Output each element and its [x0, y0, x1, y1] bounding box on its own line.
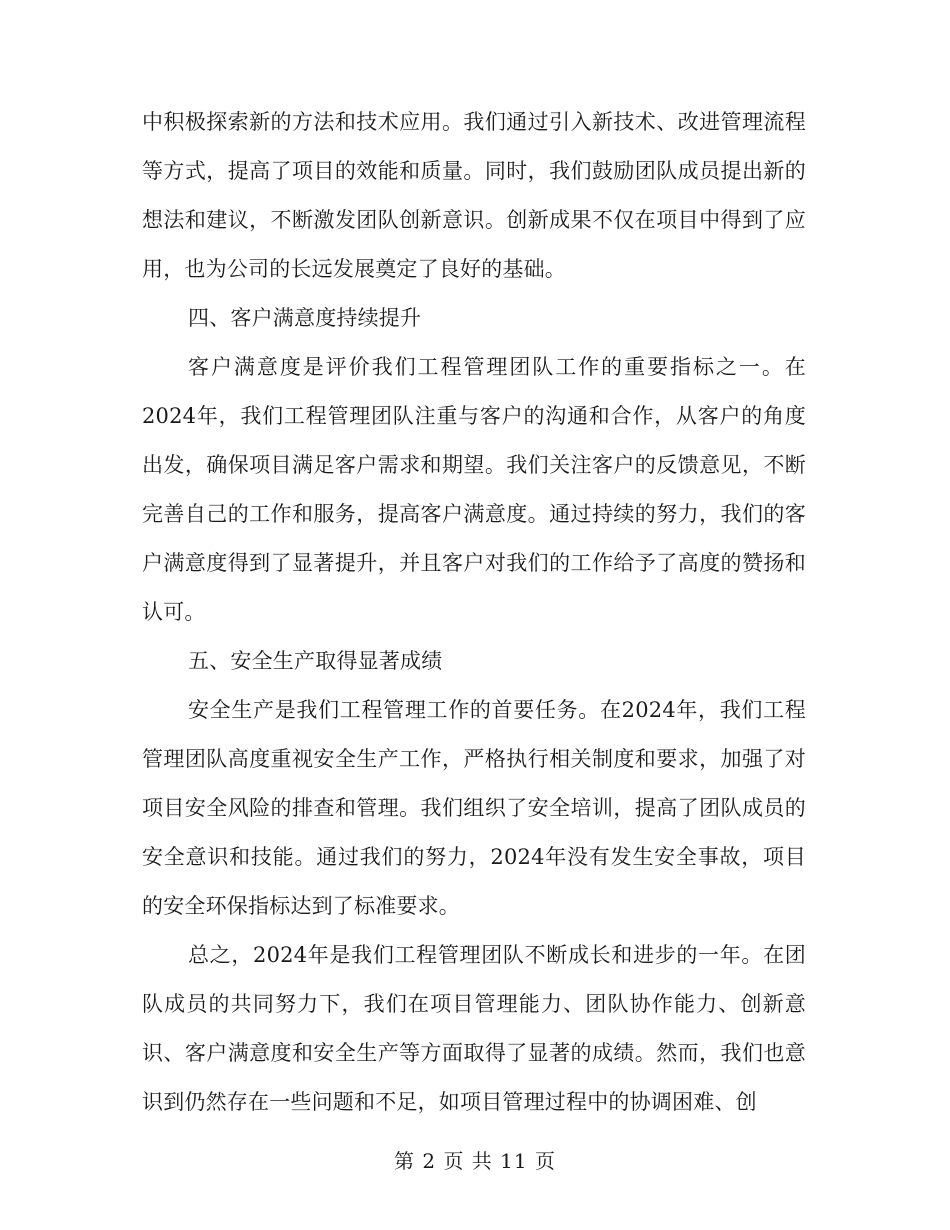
document-body	[142, 98, 806, 1127]
paragraph-summary: 总之，2024年是我们工程管理团队不断成长和进步的一年。在团队成员的共同努力下，我们在项目管理能力、团队协作能力、创新意识、客户满意度和安全生产等方面取得了显著的成绩。然而，我们也意识到仍然存在一些问题和不足，如项目管理过程中的协调困难、创	[142, 943, 806, 1114]
section-heading-customer-satisfaction: 四、客户满意度持续提升	[188, 306, 422, 330]
page-number-footer: 第 2 页 共 11 页	[394, 1149, 556, 1173]
paragraph-customer-satisfaction: 客户满意度是评价我们工程管理团队工作的重要指标之一。在2024年，我们工程管理团队注重与客户的沟通和合作，从客户的角度出发，确保项目满足客户需求和期望。我们关注客户的反馈意见，不断完善自己的工作和服务，提高客户满意度。通过持续的努力，我们的客户满意度得到了显著提升，并且客户对我们的工作给予了高度的赞扬和认可。	[142, 355, 806, 624]
section-heading-safety: 五、安全生产取得显著成绩	[188, 649, 443, 673]
paragraph-safety: 安全生产是我们工程管理工作的首要任务。在2024年，我们工程管理团队高度重视安全生产工作，严格执行相关制度和要求，加强了对项目安全风险的排查和管理。我们组织了安全培训，提高了团队成员的安全意识和技能。通过我们的努力，2024年没有发生安全事故，项目的安全环保指标达到了标准要求。	[142, 698, 806, 918]
paragraph-continuation: 中积极探索新的方法和技术应用。我们通过引入新技术、改进管理流程等方式，提高了项目的效能和质量。同时，我们鼓励团队成员提出新的想法和建议，不断激发团队创新意识。创新成果不仅在项目中得到了应用，也为公司的长远发展奠定了良好的基础。	[142, 110, 806, 281]
